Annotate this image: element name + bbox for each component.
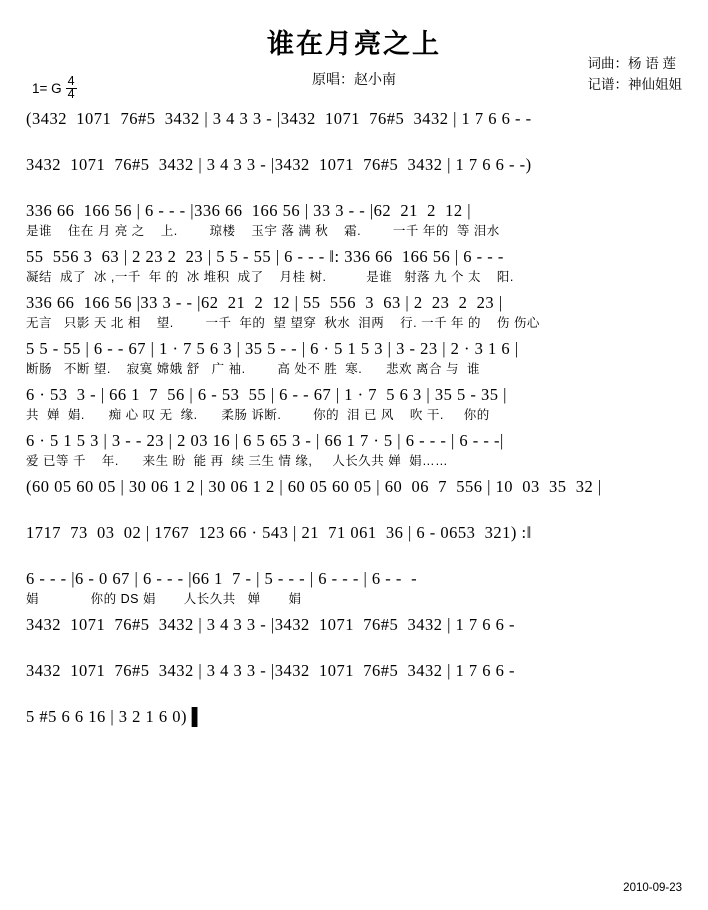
lyric-line: [26, 684, 682, 699]
note-line: 5 5 - 55 | 6 - - 67 | 1 · 7 5 6 3 | 35 5 - - | 6 · 5 1 5 3 | 3 - 23 | 2 · 3 1 6 |: [26, 338, 519, 358]
note-line: 6 - - - |6 - 0 67 | 6 - - - |66 1 7 - | 5 - - - | 6 - - - | 6 - - -: [26, 568, 418, 588]
note-line: (60 05 60 05 | 30 06 1 2 | 30 06 1 2 | 60 05 60 05 | 60 06 7 556 | 10 03 35 32 |: [26, 476, 602, 496]
note-line: (3432 1071 76#5 3432 | 3 4 3 3 - |3432 1071 76#5 3432 | 1 7 6 6 - -: [26, 109, 532, 128]
lyric-line: [26, 178, 682, 193]
lyrics-music-credit: 词曲：杨 语 莲: [587, 56, 677, 71]
lyric-line: 无言 只影 天 北 相 望. 一千 年的 望 望穿 秋水 泪两 行. 一千 年 的 伤 伤心: [26, 315, 540, 330]
lyric-line: 爱 已等 千 年. 来生 盼 能 再 续 三生 情 缘, 人长久共 婵 娟……: [26, 453, 449, 468]
date-stamp: 2010-09-23: [623, 882, 682, 894]
lyric-line: 娟 你的 DS 娟 人长久共 婵 娟: [26, 591, 302, 606]
staff-system: [26, 338, 682, 377]
note-line: 3432 1071 76#5 3432 | 3 4 3 3 - |3432 1071 76#5 3432 | 1 7 6 6 -: [26, 614, 516, 634]
staff-system: [26, 476, 682, 515]
note-line: 55 556 3 63 | 2 23 2 23 | 5 5 - 55 | 6 - - - ‖: 336 66 166 56 | 6 - - -: [26, 246, 504, 266]
lyric-line: [26, 730, 682, 745]
lyric-line: 是谁 住在 月 亮 之 上. 琼楼 玉宇 落 满 秋 霜. 一千 年的 等 泪水: [26, 223, 500, 238]
staff-system: [26, 384, 682, 423]
lyric-line: [26, 500, 682, 515]
staff-system: [26, 200, 682, 239]
staff-system: [26, 568, 682, 607]
staff-system: [26, 246, 682, 285]
credits-block: [588, 54, 683, 96]
music-body: [0, 108, 708, 752]
note-line: 336 66 166 56 |33 3 - - |62 21 2 12 | 55 556 3 63 | 2 23 2 23 |: [26, 292, 503, 312]
staff-system: [26, 706, 682, 745]
staff-system: [26, 108, 682, 147]
staff-system: [26, 292, 682, 331]
time-signature-denominator: 4: [67, 86, 75, 101]
note-line: 5 #5 6 6 16 | 3 2 1 6 0) ▌: [26, 706, 204, 726]
note-line: 3432 1071 76#5 3432 | 3 4 3 3 - |3432 1071 76#5 3432 | 1 7 6 6 -: [26, 660, 516, 680]
note-line: 3432 1071 76#5 3432 | 3 4 3 3 - |3432 1071 76#5 3432 | 1 7 6 6 - -): [26, 154, 532, 174]
note-line: 6 · 5 1 5 3 | 3 - - 23 | 2 03 16 | 6 5 65 3 - | 66 1 7 · 5 | 6 - - - | 6 - - -|: [26, 430, 504, 450]
staff-system: [26, 154, 682, 193]
lyric-line: [26, 638, 682, 653]
note-line: 1717 73 03 02 | 1767 123 66 · 543 | 21 71 061 36 | 6 - 0653 321) :‖: [26, 522, 532, 542]
time-signature: [66, 76, 77, 101]
lyric-line: [26, 546, 682, 561]
notation-credit: 记谱：神仙姐姐: [587, 76, 682, 92]
note-line: 6 · 53 3 - | 66 1 7 56 | 6 - 53 55 | 6 - - 67 | 1 · 7 5 6 3 | 35 5 - 35 |: [26, 384, 507, 404]
staff-system: [26, 430, 682, 469]
original-singer: 原唱：赵小南: [312, 71, 396, 87]
time-signature-numerator: 4: [67, 74, 75, 88]
lyric-line: [26, 132, 682, 147]
lyric-line: 断肠 不断 望. 寂寞 嫦娥 舒 广 袖. 高 处不 胜 寒. 悲欢 离合 与 谁: [26, 361, 480, 376]
staff-system: [26, 522, 682, 561]
staff-system: [26, 614, 682, 653]
staff-system: [26, 660, 682, 699]
note-line: 336 66 166 56 | 6 - - - |336 66 166 56 | 33 3 - - |62 21 2 12 |: [26, 200, 472, 220]
page-title: 谁在月亮之上: [267, 29, 441, 59]
lyric-line: 共 婵 娟. 痴 心 叹 无 缘. 柔肠 诉断. 你的 泪 已 风 吹 干. 你的: [26, 407, 490, 422]
lyric-line: 凝结 成了 冰 ,一千 年 的 冰 堆积 成了 月桂 树. 是谁 射落 九 个 太 阳.: [26, 269, 514, 284]
key-signature: [32, 76, 77, 101]
key-label: 1= G: [32, 80, 62, 96]
